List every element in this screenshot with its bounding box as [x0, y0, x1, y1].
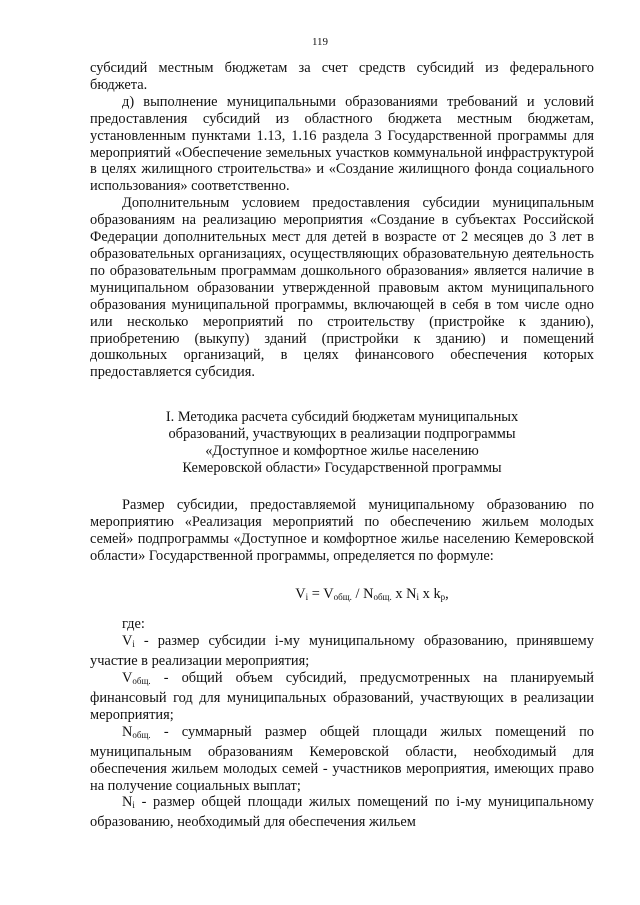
definition-ni	[90, 794, 594, 831]
heading-line: Кемеровской области» Государственной программы	[182, 459, 502, 476]
def-subscript: общ.	[132, 676, 151, 687]
def-symbol: V	[122, 633, 133, 650]
definition-vi	[90, 633, 594, 670]
formula-nob-sub: общ.	[373, 592, 392, 603]
def-subscript: i	[132, 800, 135, 811]
formula-x1: x N	[391, 586, 417, 603]
formula-eq: = V	[308, 586, 334, 603]
section-heading	[90, 409, 594, 477]
def-symbol: N	[122, 794, 133, 811]
formula-v-sub: i	[305, 592, 309, 603]
where-label: где:	[122, 616, 145, 633]
def-text: - суммарный размер общей площади жилых помещений по муниципальным образованиям Кемеровской области, необходимый для обеспечения жильем молодых семей - участников мероприятия, имеющих право на получение социальных выплат;	[90, 723, 594, 794]
def-text: - размер общей площади жилых помещений по i-му муниципальному образованию, необходимый для обеспечения жильем	[90, 794, 594, 831]
formula	[90, 586, 594, 606]
def-subscript: общ.	[132, 729, 151, 740]
page-number: 119	[311, 36, 329, 48]
paragraph-additional-condition: Дополнительным условием предоставления субсидии муниципальным образованиям на реализацию мероприятия «Создание в субъектах Российской Федерации дополнительных мест для детей в возрасте от 2 месяцев до 3 лет в образовательных организациях, осуществляющих образовательную деятельность по образовательным программам дошкольного образования» является наличие в муниципальном образовании утвержденной правовым актом муниципального образования муниципальной программы, включающей в себя в том числе одно или несколько мероприятий по строительству (пристройке к зданию), приобретению (выкупу) зданий (пристройки к зданию) и помещений дошкольных организаций, в целях финансового обеспечения которых предоставляется субсидия.	[90, 195, 594, 381]
paragraph-item-d: д) выполнение муниципальными образованиями требований и условий предоставления субсидий из областного бюджета местным бюджетам, установленным пунктами 1.13, 1.16 раздела 3 Государственной программы для мероприятий «Обеспечение земельных участков коммунальной инфраструктурой в целях жилищного строительства» и «Создание жилищного фонда социального использования» соответственно.	[90, 93, 594, 195]
def-text: - общий объем субсидий, предусмотренных на планируемый финансовый год для муниципальных образований, участвующих в реализации мероприятия;	[90, 670, 594, 723]
heading-line: образований, участвующих в реализации подпрограммы	[168, 426, 516, 443]
formula-kp-sub: p	[440, 592, 446, 603]
paragraph-intro: Размер субсидии, предоставляемой муниципальному образованию по мероприятию «Реализация мероприятий по обеспечению жильем молодых семей» подпрограммы «Доступное и комфортное жилье населению Кемеровской области» Государственной программы, определяется по формуле:	[90, 496, 594, 564]
def-symbol: V	[122, 670, 133, 687]
heading-line: «Доступное и комфортное жилье населению	[205, 443, 479, 460]
formula-x2: x k	[419, 586, 441, 603]
formula-tail: ,	[445, 586, 449, 603]
formula-v: V	[295, 586, 306, 603]
heading-line: I. Методика расчета субсидий бюджетам муниципальных	[165, 409, 519, 426]
formula-div: / N	[351, 586, 374, 603]
paragraph-continuation: субсидий местным бюджетам за счет средств субсидий из федерального бюджета.	[90, 60, 594, 93]
definition-vob	[90, 670, 594, 724]
formula-vob-sub: общ.	[333, 592, 352, 603]
def-symbol: N	[122, 723, 133, 740]
def-text: - размер субсидии i-му муниципальному образованию, принявшему участие в реализации мероприятия;	[90, 633, 594, 670]
formula-ni-sub: i	[416, 592, 420, 603]
definition-nob	[90, 724, 594, 795]
page-content	[90, 60, 594, 831]
def-subscript: i	[132, 639, 135, 650]
